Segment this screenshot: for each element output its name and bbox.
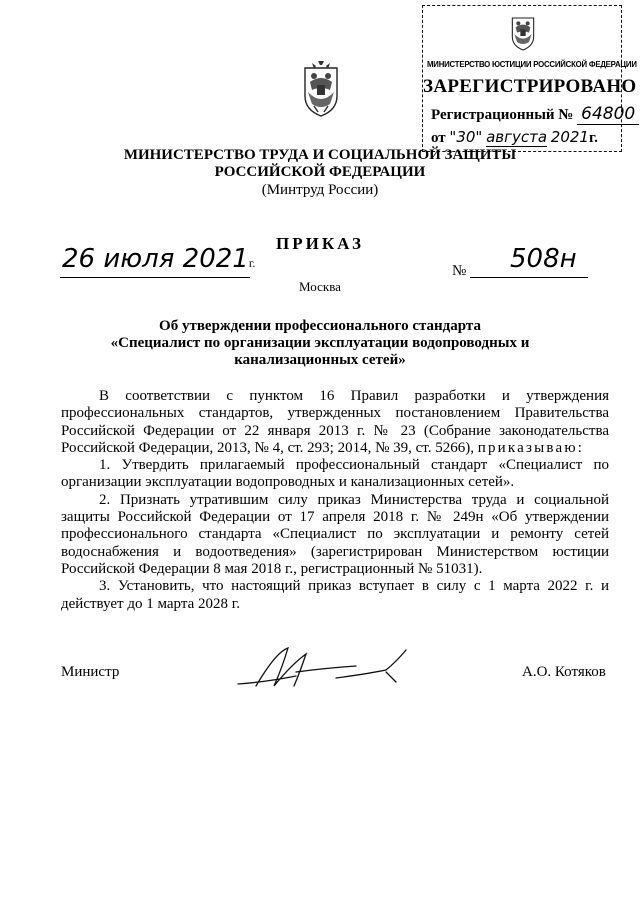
handwritten-signature [236, 642, 416, 697]
stamp-reg-number: 64800 [577, 104, 639, 125]
preamble-paragraph [61, 388, 609, 457]
stamp-ministry: МИНИСТЕРСТВО ЮСТИЦИИ РОССИЙСКОЙ ФЕДЕРАЦИИ [427, 60, 637, 69]
order-date-suffix: г. [248, 256, 256, 270]
stamp-reg-label: Регистрационный № [431, 107, 574, 123]
registration-stamp [422, 5, 637, 152]
coat-of-arms-icon [509, 10, 537, 59]
stamp-date-day: "30" [449, 128, 483, 146]
stamp-date-row [431, 128, 598, 147]
subject-line2: «Специалист по организации эксплуатации водопроводных и [110, 335, 530, 351]
stamp-date-year: 2021 [550, 128, 589, 146]
ministry-name-line2: РОССИЙСКОЙ ФЕДЕРАЦИИ [214, 164, 426, 180]
order-subject [90, 318, 550, 369]
stamp-registered: ЗАРЕГИСТРИРОВАНО [423, 76, 637, 97]
coat-of-arms-icon [300, 60, 342, 118]
preamble-text: В соответствии с пунктом 16 Правил разработки и утверждения профессиональных стандартов, утвержденных постановлением Правительства Российской Федерации от 22 января 2013 г. № 23 (Собрание законодательства Российской Федерации, 2013, № 4, ст. 293; 2014, № 39, ст. 5266), [61, 388, 609, 456]
order-date [62, 244, 255, 274]
stamp-reg-number-row [431, 104, 639, 124]
subject-line3: канализационных сетей» [234, 352, 406, 368]
item-3: 3. Установить, что настоящий приказ вступает в силу с 1 марта 2022 г. и действует до 1 марта 2028 г. [61, 578, 609, 612]
order-body [61, 388, 609, 613]
preamble-decree: приказываю: [477, 439, 585, 456]
ministry-short-name: (Минтруд России) [261, 182, 379, 198]
order-title: ПРИКАЗ [276, 234, 364, 253]
signer-position: Министр [61, 664, 120, 680]
order-number: 508н [510, 244, 577, 274]
stamp-date-month: августа [486, 128, 548, 146]
number-sign: № [452, 263, 467, 279]
stamp-date-suffix: г. [588, 130, 598, 146]
stamp-date-prefix: от [431, 130, 446, 146]
ministry-name-line1: МИНИСТЕРСТВО ТРУДА И СОЦИАЛЬНОЙ ЗАЩИТЫ [123, 147, 517, 163]
order-date-handwritten: 26 июля 2021 [62, 244, 249, 274]
city: Москва [299, 279, 341, 294]
date-underline [60, 277, 250, 278]
item-1: 1. Утвердить прилагаемый профессиональный стандарт «Специалист по организации эксплуатации водопроводных и канализационных сетей». [61, 457, 609, 491]
number-underline [470, 277, 588, 278]
subject-line1: Об утверждении профессионального стандарта [159, 318, 481, 334]
signer-name: А.О. Котяков [522, 664, 606, 680]
item-2: 2. Признать утратившим силу приказ Министерства труда и социальной защиты Российской Федерации от 17 апреля 2018 г. № 249н «Об утверждении профессионального стандарта «Специалист по эксплуатации и ремонту сетей водоснабжения и водоотведения» (зарегистрирован Министерством юстиции Российской Федерации 8 мая 2018 г., регистрационный № 51031). [61, 491, 609, 577]
